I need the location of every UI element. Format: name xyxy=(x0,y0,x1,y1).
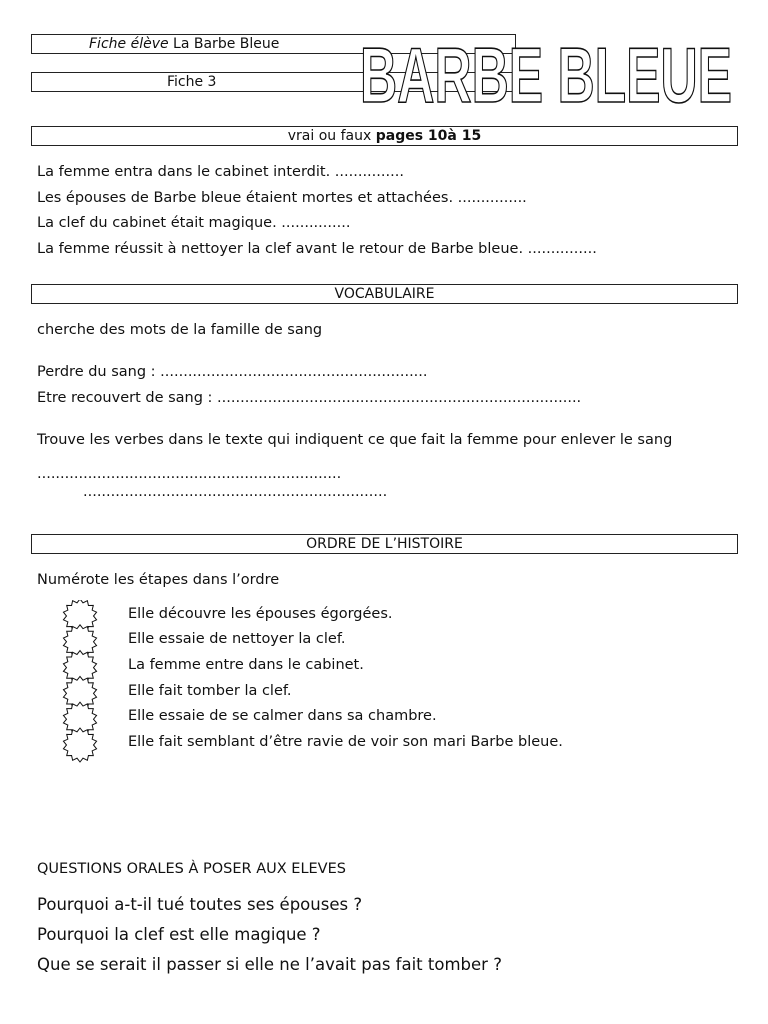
oral-questions-title: QUESTIONS ORALES À POSER AUX ELEVES xyxy=(37,861,346,877)
step-4: Elle fait tomber la clef. xyxy=(128,683,292,699)
section-title-plain: vrai ou faux xyxy=(287,128,376,144)
statement-4: La femme réussit à nettoyer la clef avant le retour de Barbe bleue. ............... xyxy=(37,241,597,257)
step-6: Elle fait semblant d’être ravie de voir son mari Barbe bleue. xyxy=(128,734,563,750)
step-1: Elle découvre les épouses égorgées. xyxy=(128,606,393,622)
oral-question-2: Pourquoi la clef est elle magique ? xyxy=(37,925,321,944)
oral-question-3: Que se serait il passer si elle ne l’avait pas fait tomber ? xyxy=(37,955,502,974)
star-bubble-6 xyxy=(63,728,96,762)
answer-line-1: .................................................................. xyxy=(37,466,342,482)
section-title-bold: pages 10à 15 xyxy=(375,128,482,144)
answer-line-2: .................................................................. xyxy=(83,484,388,500)
vocab-line-1: Perdre du sang : .......................................................... xyxy=(37,364,428,380)
step-3: La femme entre dans le cabinet. xyxy=(128,657,364,673)
oral-question-1: Pourquoi a-t-il tué toutes ses épouses ? xyxy=(37,895,363,914)
statement-3: La clef du cabinet était magique. ............... xyxy=(37,215,351,231)
worksheet-title-italic: Fiche élève xyxy=(89,36,169,52)
section-title-ordre: ORDRE DE L’HISTOIRE xyxy=(306,536,463,552)
vocab-line-2: Etre recouvert de sang : ............................................................................... xyxy=(37,390,582,406)
worksheet-title xyxy=(89,35,279,53)
statement-2: Les épouses de Barbe bleue étaient mortes et attachées. ............... xyxy=(37,190,527,206)
banner-title-art xyxy=(358,36,736,108)
step-2: Elle essaie de nettoyer la clef. xyxy=(128,631,346,647)
section-bar-vocabulaire xyxy=(31,284,738,304)
step-5: Elle essaie de se calmer dans sa chambre. xyxy=(128,708,437,724)
section-title-vocabulaire: VOCABULAIRE xyxy=(334,286,435,302)
section-bar-ordre xyxy=(31,534,738,554)
ordre-intro: Numérote les étapes dans l’ordre xyxy=(37,572,280,588)
vocab-intro: cherche des mots de la famille de sang xyxy=(37,322,323,338)
verbs-question: Trouve les verbes dans le texte qui indiquent ce que fait la femme pour enlever le sang xyxy=(37,432,673,448)
section-bar-vrai-faux xyxy=(31,126,738,146)
numbering-stars xyxy=(60,600,100,770)
statement-1: La femme entra dans le cabinet interdit. ............... xyxy=(37,164,404,180)
sheet-number: Fiche 3 xyxy=(167,74,217,90)
banner-title-text: BARBE BLEUE xyxy=(360,36,732,108)
worksheet-title-rest: La Barbe Bleue xyxy=(168,36,280,52)
